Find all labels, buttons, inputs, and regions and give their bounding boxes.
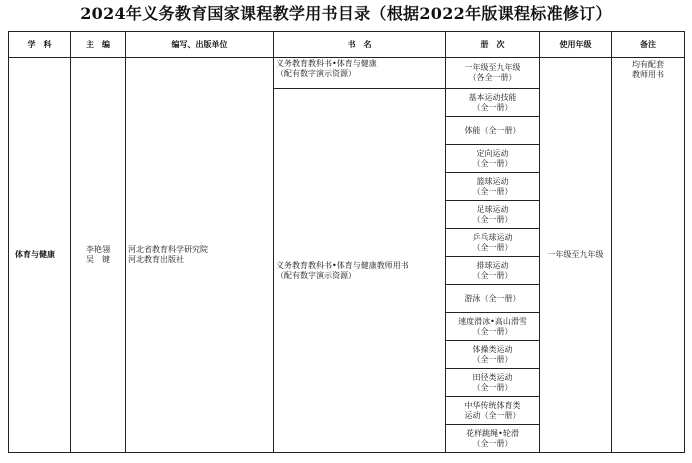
header-subject: 学 科 — [9, 32, 71, 58]
book-title: 义务教育教科书•体育与健康 — [276, 59, 377, 68]
header-publisher: 编写、出版单位 — [126, 32, 274, 58]
volume-line: 花样跳绳•轮滑 — [466, 428, 519, 438]
volume-cell — [446, 201, 540, 229]
grade-cell: 一年级至九年级 — [540, 58, 612, 453]
book-subtitle: （配有数字演示资源） — [276, 270, 356, 280]
book-cell-teacher — [274, 89, 446, 453]
book-cell-student — [274, 58, 446, 89]
note-line: 教师用书 — [632, 70, 664, 79]
header-editor: 主 编 — [71, 32, 126, 58]
volume-line: 田径类运动 — [472, 372, 513, 382]
editor-cell — [71, 58, 126, 453]
book-title: 义务教育教科书•体育与健康教师用书 — [276, 260, 409, 270]
volume-cell — [446, 58, 540, 89]
volume-line: 定向运动 — [476, 148, 509, 158]
volume-line: （全一册） — [472, 242, 513, 252]
volume-cell — [446, 229, 540, 257]
volume-cell — [446, 145, 540, 173]
volume-line: 中华传统体育类 — [464, 400, 521, 410]
volume-line: 足球运动 — [476, 204, 509, 214]
header-row — [9, 32, 685, 58]
header-note: 备注 — [612, 32, 685, 58]
editor-name: 吴 键 — [86, 255, 110, 264]
catalog-table — [8, 31, 685, 453]
page-title: 2024年义务教育国家课程教学用书目录（根据2022年版课程标准修订） — [80, 4, 612, 23]
editor-name: 李艳翎 — [86, 245, 110, 254]
volume-line: （各全一册） — [468, 73, 517, 82]
publisher-cell — [126, 58, 274, 453]
volume-cell — [446, 285, 540, 313]
volume-line: 运动（全一册） — [464, 410, 521, 420]
volume-line: （全一册） — [472, 354, 513, 364]
volume-line: 乒乓球运动 — [472, 232, 513, 242]
volume-cell — [446, 89, 540, 117]
note-line: 均有配套 — [632, 60, 664, 69]
volume-line: 排球运动 — [476, 260, 509, 270]
header-book: 书 名 — [274, 32, 446, 58]
volume-cell — [446, 117, 540, 145]
header-grade: 使用年级 — [540, 32, 612, 58]
volume-line: 篮球运动 — [476, 176, 509, 186]
volume-cell — [446, 425, 540, 453]
volume-line: 一年级至九年级 — [464, 63, 521, 72]
volume-line: （全一册） — [472, 382, 513, 392]
volume-cell — [446, 173, 540, 201]
volume-line: （全一册） — [472, 438, 513, 448]
volume-cell — [446, 397, 540, 425]
volume-line: 体操类运动 — [472, 344, 513, 354]
volume-line: 基本运动技能 — [468, 92, 517, 102]
header-volume: 册 次 — [446, 32, 540, 58]
book-subtitle: （配有数字演示资源） — [276, 69, 356, 78]
volume-line: （全一册） — [472, 214, 513, 224]
note-cell — [612, 58, 685, 453]
volume-line: （全一册） — [472, 270, 513, 280]
table-row — [9, 58, 685, 89]
volume-line: （全一册） — [472, 186, 513, 196]
publisher-name: 河北省教育科学研究院 — [128, 245, 208, 254]
volume-cell — [446, 313, 540, 341]
volume-line: （全一册） — [472, 158, 513, 168]
volume-cell — [446, 257, 540, 285]
volume-line: 体能（全一册） — [464, 125, 521, 135]
volume-cell — [446, 341, 540, 369]
subject-cell: 体育与健康 — [9, 58, 71, 453]
publisher-name: 河北教育出版社 — [128, 255, 184, 264]
volume-line: （全一册） — [472, 102, 513, 112]
volume-line: 游泳（全一册） — [464, 293, 521, 303]
volume-line: 速度滑冰•高山滑雪 — [458, 316, 527, 326]
volume-cell — [446, 369, 540, 397]
volume-line: （全一册） — [472, 326, 513, 336]
